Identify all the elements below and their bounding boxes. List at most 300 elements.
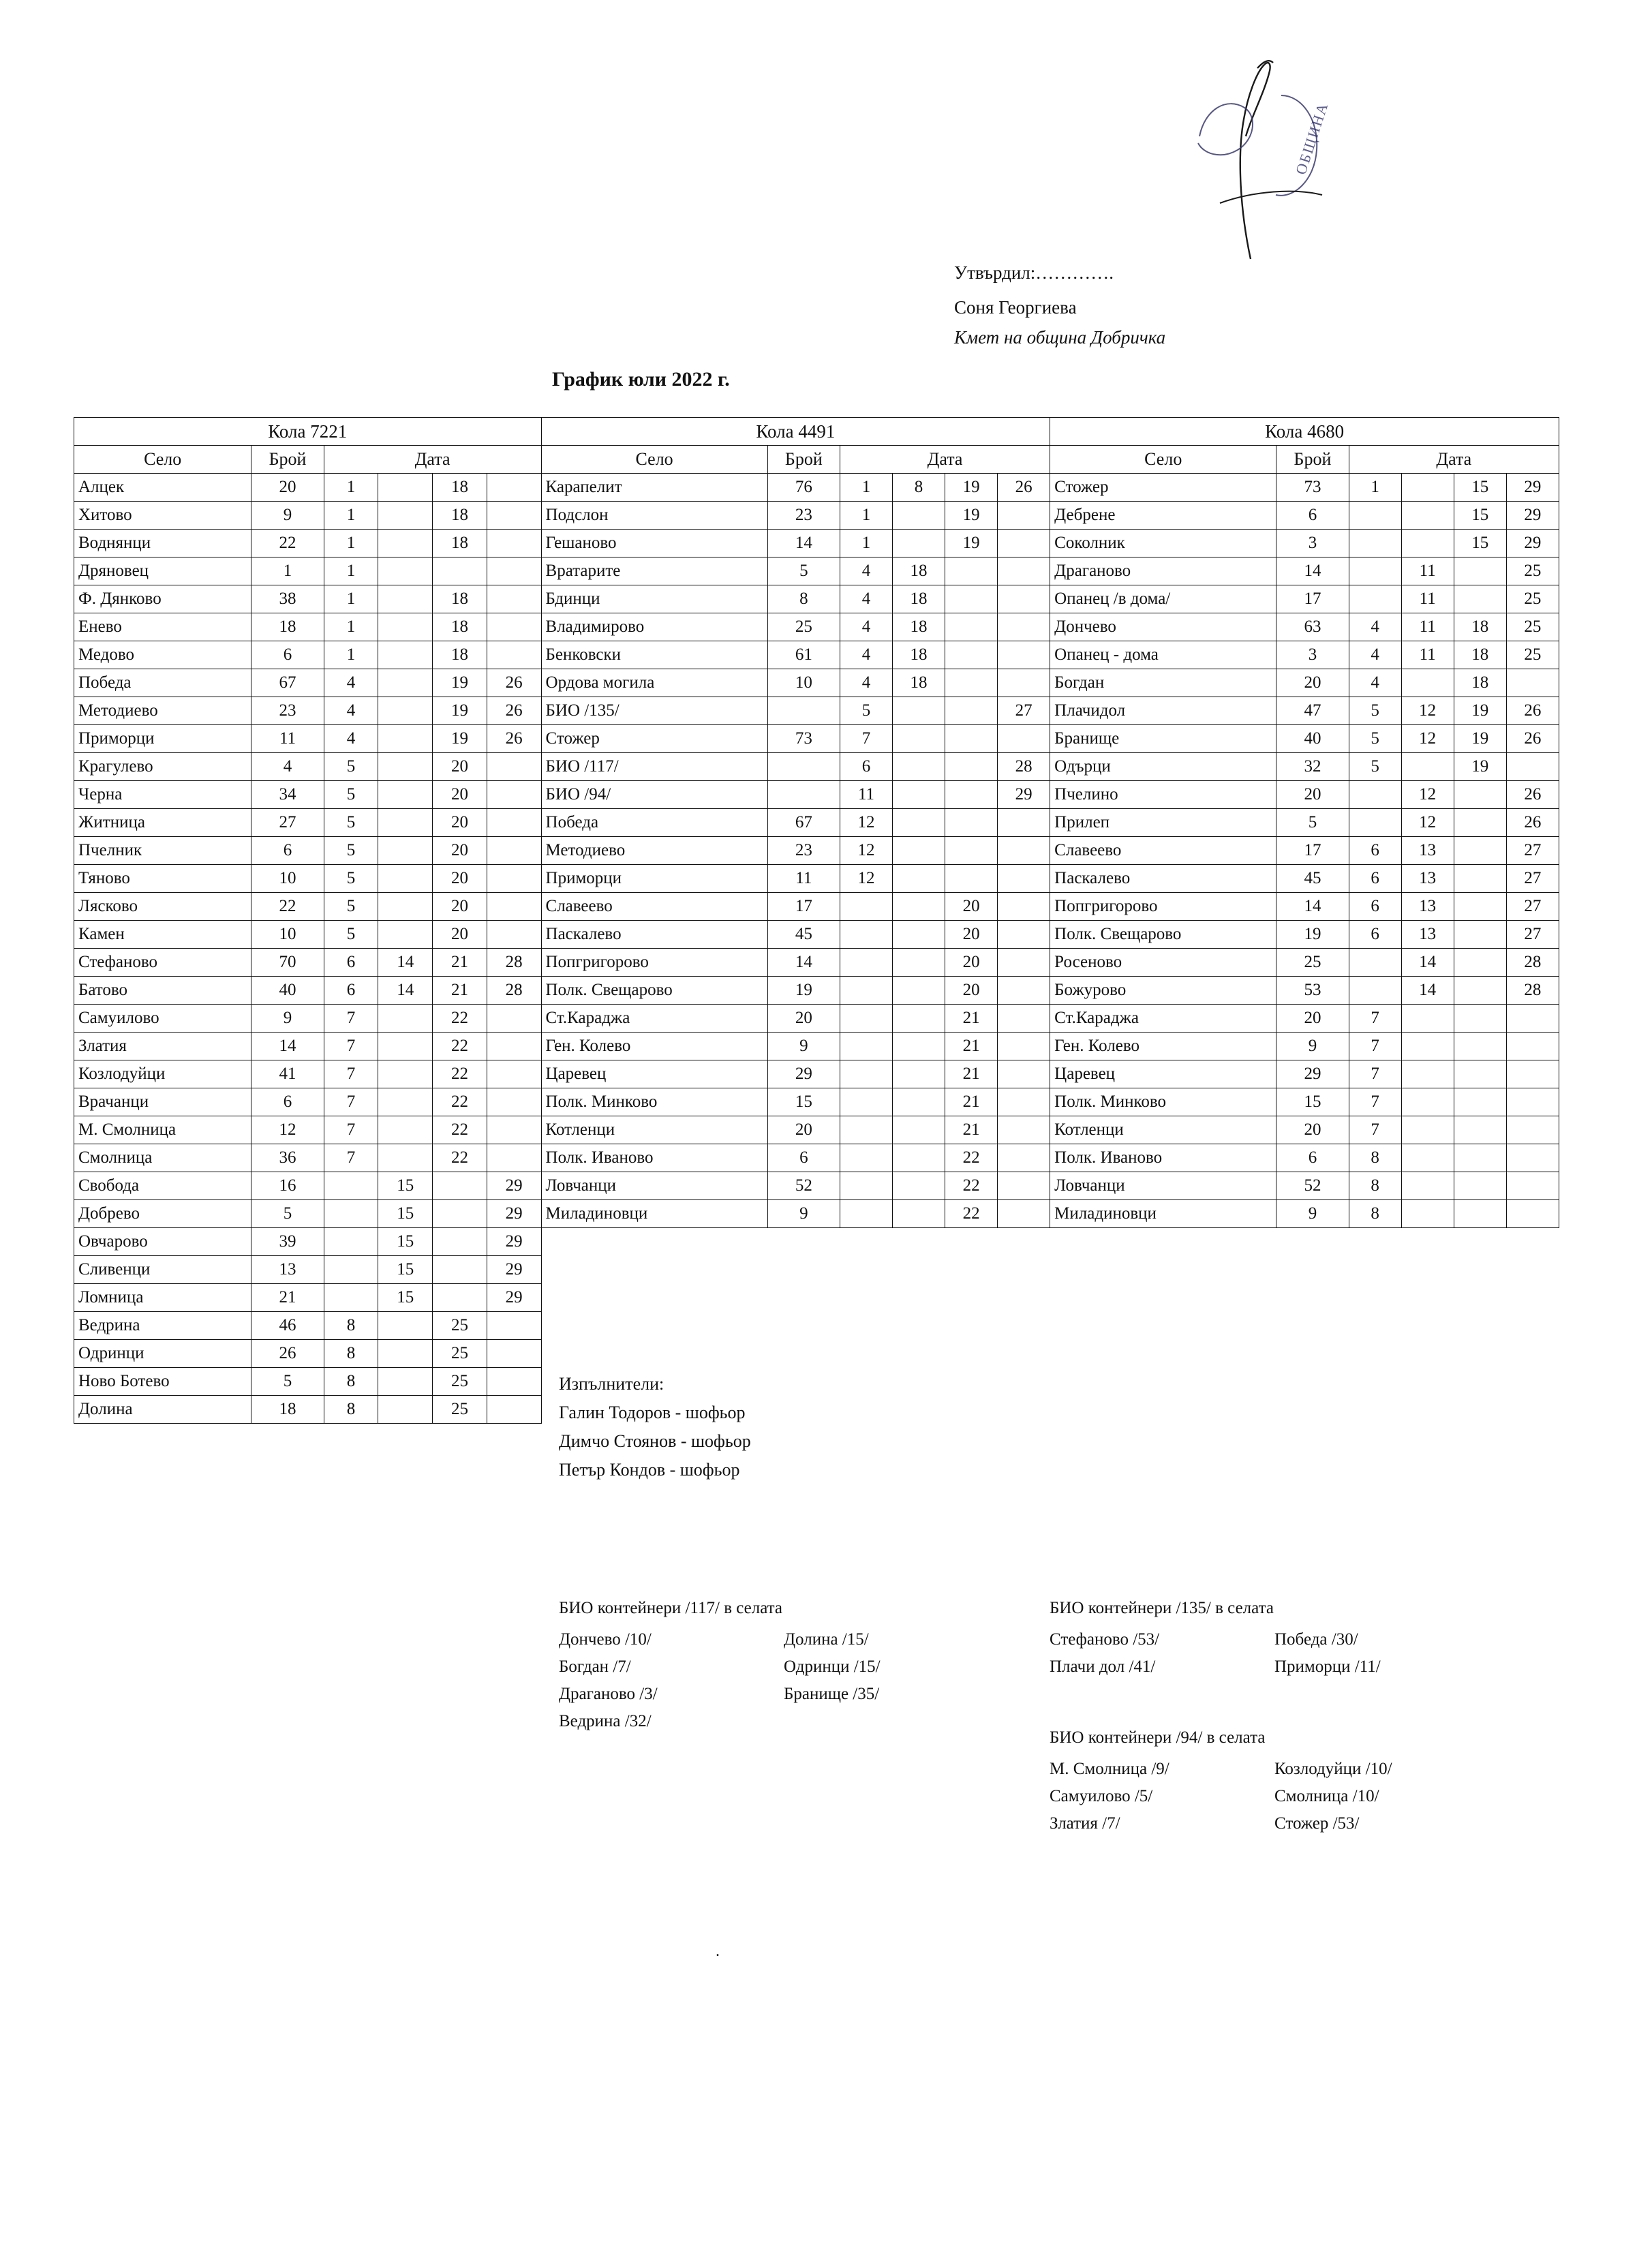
cell-count: 40: [251, 977, 324, 1005]
cell-date: [893, 865, 945, 893]
cell-date: [893, 781, 945, 809]
cell-date: [840, 1088, 892, 1116]
cell-date: 7: [1349, 1033, 1401, 1060]
cell-date: [945, 557, 998, 585]
cell-village: Ст.Караджа: [541, 1005, 767, 1033]
cell-date: 26: [1506, 725, 1559, 753]
cell-date: [1454, 1144, 1506, 1172]
cell-count: 34: [251, 781, 324, 809]
cell-date: 18: [893, 585, 945, 613]
schedule-body: [74, 474, 1559, 1424]
cell-date: [840, 1116, 892, 1144]
cell-village: Приморци: [74, 725, 251, 753]
cell-date: [1506, 1116, 1559, 1144]
cell-village: Бранище: [1050, 725, 1276, 753]
cell-date: 4: [840, 613, 892, 641]
cell-village: Славеево: [541, 893, 767, 921]
cell-date: 18: [893, 641, 945, 669]
cell-date: 27: [1506, 865, 1559, 893]
cell-date: [1506, 1200, 1559, 1228]
cell-date: [998, 1200, 1050, 1228]
cell-date: 14: [1401, 949, 1454, 977]
cell-village: Тяново: [74, 865, 251, 893]
cell-village: Лясково: [74, 893, 251, 921]
cell-date: 19: [945, 502, 998, 530]
table-row: [74, 1088, 1559, 1116]
cell-date: 26: [998, 474, 1050, 502]
cell-count: 19: [767, 977, 840, 1005]
cell-date: [487, 837, 541, 865]
cell-count: 17: [767, 893, 840, 921]
cell-date: [1401, 502, 1454, 530]
cell-date: 26: [1506, 781, 1559, 809]
cell-date: 6: [1349, 921, 1401, 949]
cell-village: Алцек: [74, 474, 251, 502]
cell-date: 22: [945, 1172, 998, 1200]
cell-village: [1050, 1312, 1276, 1340]
cell-date: [1454, 865, 1506, 893]
executor-item: Галин Тодоров - шофьор: [559, 1403, 746, 1423]
cell-date: [840, 977, 892, 1005]
cell-date: [945, 669, 998, 697]
cell-count: 32: [1276, 753, 1349, 781]
cell-count: 9: [251, 1005, 324, 1033]
cell-count: 18: [251, 1396, 324, 1424]
executors-title: Изпълнители:: [559, 1374, 664, 1394]
cell-count: 14: [1276, 893, 1349, 921]
cell-date: [487, 1144, 541, 1172]
cell-village: БИО /117/: [541, 753, 767, 781]
cell-date: [1506, 1340, 1559, 1368]
cell-date: [998, 1116, 1050, 1144]
cell-count: [1276, 1256, 1349, 1284]
cell-date: [1506, 1396, 1559, 1424]
cell-date: 22: [433, 1033, 487, 1060]
col-count-4491: Брой: [767, 446, 840, 474]
cell-date: [945, 865, 998, 893]
cell-date: [998, 921, 1050, 949]
cell-date: [893, 697, 945, 725]
cell-date: [998, 1144, 1050, 1172]
cell-date: [487, 1088, 541, 1116]
cell-date: [1506, 1228, 1559, 1256]
cell-date: [998, 893, 1050, 921]
cell-date: 1: [324, 641, 378, 669]
cell-date: [324, 1228, 378, 1256]
cell-date: [487, 753, 541, 781]
cell-village: Житница: [74, 809, 251, 837]
cell-date: [1506, 1005, 1559, 1033]
cell-date: [893, 977, 945, 1005]
cell-date: 1: [324, 474, 378, 502]
table-row: [74, 530, 1559, 557]
cell-count: [767, 1228, 840, 1256]
cell-date: [1506, 1256, 1559, 1284]
cell-date: 7: [1349, 1116, 1401, 1144]
cell-date: 11: [1401, 557, 1454, 585]
cell-date: [893, 1005, 945, 1033]
bio-heading: БИО контейнери /135/ в селата: [1050, 1599, 1274, 1617]
cell-count: 22: [251, 893, 324, 921]
cell-date: 18: [893, 613, 945, 641]
cell-date: [840, 1060, 892, 1088]
cell-count: [1276, 1368, 1349, 1396]
cell-date: 14: [378, 949, 433, 977]
cell-date: [840, 921, 892, 949]
cell-date: 21: [945, 1005, 998, 1033]
cell-date: [487, 1005, 541, 1033]
cell-count: 15: [1276, 1088, 1349, 1116]
cell-date: 4: [840, 641, 892, 669]
cell-date: [998, 585, 1050, 613]
cell-village: Черна: [74, 781, 251, 809]
cell-date: 4: [1349, 613, 1401, 641]
cell-date: [1401, 1033, 1454, 1060]
car-header-7221: Кола 7221: [74, 418, 542, 446]
cell-date: 20: [945, 893, 998, 921]
cell-date: 25: [433, 1396, 487, 1424]
cell-date: 7: [324, 1060, 378, 1088]
cell-date: 29: [1506, 530, 1559, 557]
cell-count: 27: [251, 809, 324, 837]
cell-count: 9: [767, 1200, 840, 1228]
cell-date: [998, 837, 1050, 865]
cell-date: [893, 921, 945, 949]
cell-village: [1050, 1256, 1276, 1284]
cell-date: 20: [945, 949, 998, 977]
cell-date: 1: [324, 557, 378, 585]
table-row: [74, 725, 1559, 753]
cell-count: 18: [251, 613, 324, 641]
cell-count: 9: [1276, 1033, 1349, 1060]
cell-date: 4: [324, 725, 378, 753]
cell-village: Бдинци: [541, 585, 767, 613]
cell-date: [378, 530, 433, 557]
cell-date: [840, 1340, 892, 1368]
cell-date: 11: [1401, 585, 1454, 613]
cell-village: Вратарите: [541, 557, 767, 585]
cell-date: [1506, 1033, 1559, 1060]
cell-date: 20: [945, 977, 998, 1005]
cell-date: 6: [840, 753, 892, 781]
cell-date: [998, 1312, 1050, 1340]
cell-date: 14: [378, 977, 433, 1005]
bio-note-117: [559, 1595, 981, 1735]
cell-date: 5: [1349, 753, 1401, 781]
cell-village: Паскалево: [1050, 865, 1276, 893]
table-row: [74, 893, 1559, 921]
cell-date: 13: [1401, 837, 1454, 865]
bio-cell: Плачи дол /41/: [1050, 1657, 1156, 1676]
table-row: [74, 1368, 1559, 1396]
cell-count: [767, 1396, 840, 1424]
cell-date: 18: [1454, 613, 1506, 641]
cell-date: [487, 474, 541, 502]
cell-date: 5: [324, 921, 378, 949]
cell-date: 26: [1506, 809, 1559, 837]
cell-village: [541, 1340, 767, 1368]
cell-count: 6: [767, 1144, 840, 1172]
cell-date: 15: [378, 1256, 433, 1284]
cell-date: [1454, 977, 1506, 1005]
cell-date: [1454, 1368, 1506, 1396]
cell-count: 46: [251, 1312, 324, 1340]
cell-count: 53: [1276, 977, 1349, 1005]
cell-date: [1454, 1200, 1506, 1228]
cell-date: [378, 865, 433, 893]
cell-date: 4: [1349, 669, 1401, 697]
cell-village: Крагулево: [74, 753, 251, 781]
cell-date: [840, 1033, 892, 1060]
bio-row: [1050, 1756, 1486, 1783]
table-row: [74, 557, 1559, 585]
cell-date: [1401, 1312, 1454, 1340]
bio-cell: Одринци /15/: [784, 1657, 881, 1676]
cell-date: 29: [487, 1228, 541, 1256]
cell-date: [378, 557, 433, 585]
cell-date: [893, 502, 945, 530]
cell-count: 10: [767, 669, 840, 697]
cell-date: [840, 1256, 892, 1284]
cell-date: 22: [433, 1005, 487, 1033]
cell-count: 45: [767, 921, 840, 949]
cell-village: Стожер: [541, 725, 767, 753]
cell-count: 29: [767, 1060, 840, 1088]
cell-date: [998, 1033, 1050, 1060]
cell-date: [1349, 1396, 1401, 1424]
cell-village: [541, 1256, 767, 1284]
cell-date: [893, 837, 945, 865]
cell-village: Батово: [74, 977, 251, 1005]
cell-date: [378, 893, 433, 921]
cell-date: [998, 1256, 1050, 1284]
cell-date: [378, 809, 433, 837]
cell-date: [378, 474, 433, 502]
cell-date: 18: [1454, 641, 1506, 669]
cell-date: [893, 1228, 945, 1256]
cell-date: 1: [1349, 474, 1401, 502]
cell-date: 19: [1454, 697, 1506, 725]
bio-cell: Драганово /3/: [559, 1685, 658, 1703]
cell-date: [324, 1200, 378, 1228]
table-row: [74, 1116, 1559, 1144]
column-header-row: [74, 446, 1559, 474]
cell-date: [1454, 1088, 1506, 1116]
cell-village: Ловчанци: [541, 1172, 767, 1200]
page-title: График юли 2022 г.: [552, 368, 730, 391]
cell-village: Полк. Свещарово: [541, 977, 767, 1005]
cell-village: БИО /94/: [541, 781, 767, 809]
cell-date: 8: [893, 474, 945, 502]
cell-village: Стожер: [1050, 474, 1276, 502]
cell-count: 25: [767, 613, 840, 641]
cell-date: [998, 949, 1050, 977]
executors-block: [559, 1370, 751, 1484]
cell-village: Дряновец: [74, 557, 251, 585]
approver-name: Соня Георгиева: [954, 296, 1077, 318]
cell-village: Царевец: [1050, 1060, 1276, 1088]
cell-count: 52: [767, 1172, 840, 1200]
cell-count: 22: [251, 530, 324, 557]
cell-count: 20: [251, 474, 324, 502]
cell-date: [378, 837, 433, 865]
cell-date: 22: [433, 1116, 487, 1144]
cell-count: 14: [251, 1033, 324, 1060]
cell-village: Полк. Иваново: [541, 1144, 767, 1172]
cell-date: [893, 809, 945, 837]
cell-date: 21: [433, 977, 487, 1005]
cell-count: 25: [1276, 949, 1349, 977]
cell-village: Бенковски: [541, 641, 767, 669]
cell-date: 6: [324, 949, 378, 977]
cell-village: Воднянци: [74, 530, 251, 557]
table-row: [74, 1256, 1559, 1284]
cell-date: [378, 1144, 433, 1172]
cell-date: 1: [840, 530, 892, 557]
cell-date: 26: [487, 697, 541, 725]
table-row: [74, 1033, 1559, 1060]
table-row: [74, 585, 1559, 613]
cell-count: 14: [767, 949, 840, 977]
col-village-7221: Село: [74, 446, 251, 474]
cell-date: 20: [433, 837, 487, 865]
cell-count: 36: [251, 1144, 324, 1172]
cell-date: [1506, 753, 1559, 781]
cell-date: 20: [433, 781, 487, 809]
table-row: [74, 613, 1559, 641]
cell-date: [893, 893, 945, 921]
table-row: [74, 949, 1559, 977]
cell-date: [487, 781, 541, 809]
cell-village: Славеево: [1050, 837, 1276, 865]
cell-date: 4: [324, 669, 378, 697]
cell-date: 26: [1506, 697, 1559, 725]
cell-date: [378, 1396, 433, 1424]
cell-village: Ново Ботево: [74, 1368, 251, 1396]
cell-date: 21: [945, 1033, 998, 1060]
cell-count: [1276, 1284, 1349, 1312]
cell-village: Стефаново: [74, 949, 251, 977]
cell-date: [487, 613, 541, 641]
cell-date: 15: [378, 1172, 433, 1200]
cell-village: [1050, 1368, 1276, 1396]
cell-date: [378, 1368, 433, 1396]
table-row: [74, 865, 1559, 893]
bio-row: [1050, 1626, 1486, 1653]
cell-date: [487, 1340, 541, 1368]
cell-village: [1050, 1228, 1276, 1256]
cell-date: [998, 557, 1050, 585]
cell-date: 25: [433, 1368, 487, 1396]
cell-date: [378, 781, 433, 809]
cell-village: Победа: [541, 809, 767, 837]
cell-date: 4: [840, 669, 892, 697]
cell-count: [1276, 1312, 1349, 1340]
cell-date: [998, 977, 1050, 1005]
cell-date: 1: [840, 502, 892, 530]
cell-date: [1349, 557, 1401, 585]
cell-date: 22: [433, 1060, 487, 1088]
cell-count: 19: [1276, 921, 1349, 949]
cell-date: 27: [998, 697, 1050, 725]
cell-date: [1401, 1088, 1454, 1116]
cell-village: [541, 1312, 767, 1340]
cell-date: [324, 1256, 378, 1284]
cell-date: [945, 585, 998, 613]
cell-date: 21: [433, 949, 487, 977]
cell-date: 25: [1506, 641, 1559, 669]
cell-date: 29: [487, 1200, 541, 1228]
cell-village: Овчарово: [74, 1228, 251, 1256]
cell-date: 7: [324, 1005, 378, 1033]
cell-date: 28: [487, 977, 541, 1005]
cell-count: 38: [251, 585, 324, 613]
cell-count: 17: [1276, 585, 1349, 613]
table-row: [74, 502, 1559, 530]
cell-date: [893, 725, 945, 753]
cell-count: [767, 753, 840, 781]
cell-date: [1506, 669, 1559, 697]
table-row: [74, 1060, 1559, 1088]
cell-count: 20: [1276, 1116, 1349, 1144]
cell-count: 29: [1276, 1060, 1349, 1088]
cell-count: 40: [1276, 725, 1349, 753]
cell-village: Сливенци: [74, 1256, 251, 1284]
bio-row: [559, 1681, 981, 1708]
cell-count: 20: [1276, 1005, 1349, 1033]
cell-date: [893, 1256, 945, 1284]
cell-date: [378, 921, 433, 949]
cell-date: 1: [324, 502, 378, 530]
col-village-4680: Село: [1050, 446, 1276, 474]
cell-date: [998, 1172, 1050, 1200]
cell-date: [1454, 585, 1506, 613]
bio-cell: Козлодуйци /10/: [1274, 1760, 1392, 1778]
cell-date: 15: [1454, 474, 1506, 502]
table-row: [74, 753, 1559, 781]
cell-date: [893, 1200, 945, 1228]
cell-count: 11: [767, 865, 840, 893]
cell-count: 47: [1276, 697, 1349, 725]
cell-count: 41: [251, 1060, 324, 1088]
cell-village: Пчелино: [1050, 781, 1276, 809]
cell-date: [487, 1033, 541, 1060]
cell-date: [1401, 1368, 1454, 1396]
table-row: [74, 1340, 1559, 1368]
cell-date: 25: [1506, 585, 1559, 613]
cell-count: 10: [251, 865, 324, 893]
cell-village: Ловчанци: [1050, 1172, 1276, 1200]
cell-village: Плачидол: [1050, 697, 1276, 725]
cell-count: [1276, 1228, 1349, 1256]
car-header-4680: Кола 4680: [1050, 418, 1559, 446]
cell-village: Прилеп: [1050, 809, 1276, 837]
cell-date: [1401, 1005, 1454, 1033]
cell-date: [998, 1228, 1050, 1256]
cell-count: 6: [251, 1088, 324, 1116]
cell-date: [378, 669, 433, 697]
schedule-table: [74, 417, 1559, 1424]
cell-date: 6: [1349, 837, 1401, 865]
cell-count: 11: [251, 725, 324, 753]
cell-village: Росеново: [1050, 949, 1276, 977]
cell-date: [998, 1368, 1050, 1396]
bio-row: [1050, 1653, 1486, 1681]
cell-village: [1050, 1396, 1276, 1424]
cell-date: [487, 502, 541, 530]
cell-date: 27: [1506, 893, 1559, 921]
col-village-4491: Село: [541, 446, 767, 474]
